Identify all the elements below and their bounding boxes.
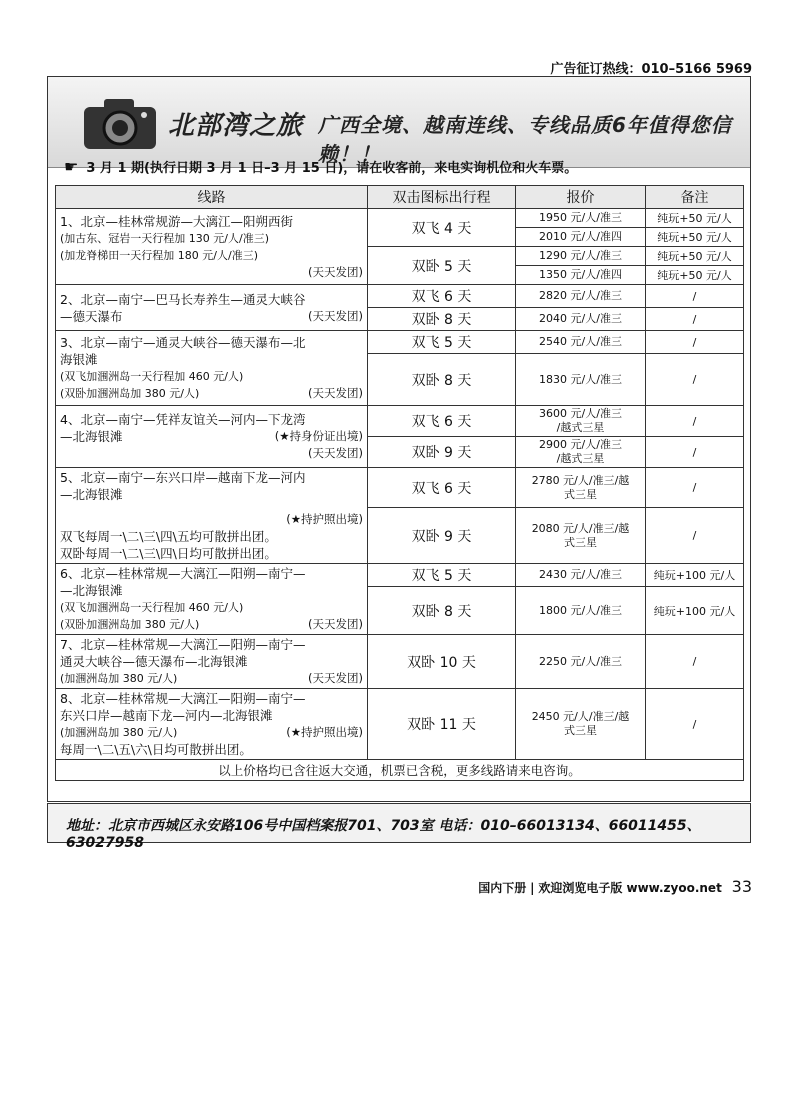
itinerary-link[interactable]: 双飞 5 天	[368, 564, 516, 587]
notice-text: 3 月 1 期(执行日期 3 月 1 日–3 月 15 日)，请在收客前，来电实询机位和火车票。	[86, 161, 578, 176]
price-line: 2780 元/人/准三/越	[531, 473, 630, 487]
price-line: 式三星	[564, 535, 597, 549]
itinerary-link[interactable]: 双卧 5 天	[368, 247, 516, 285]
route-title-line2: 东兴口岸—越南下龙—河内—北海银滩	[60, 708, 273, 723]
note-cell: 纯玩+50 元/人	[646, 247, 744, 266]
route-extra-text: (加涠洲岛加 380 元/人)	[60, 726, 178, 739]
table-row	[56, 209, 744, 228]
price-cell: 2430 元/人/准三	[516, 564, 646, 587]
itinerary-link[interactable]: 双飞 6 天	[368, 406, 516, 437]
price-line: 式三星	[564, 487, 597, 501]
price-line: /越式三星	[556, 421, 605, 434]
table-row	[56, 285, 744, 308]
note-cell: /	[646, 437, 744, 468]
note-cell: /	[646, 331, 744, 354]
note-cell: /	[646, 635, 744, 689]
route-extra-text: (双卧加涠洲岛加 380 元/人)	[60, 618, 200, 631]
price-cell: 1950 元/人/准三	[516, 209, 646, 228]
price-cell	[516, 437, 646, 468]
note-cell: 纯玩+100 元/人	[646, 564, 744, 587]
ad-frame	[47, 76, 751, 802]
price-line: 3600 元/人/准三	[539, 407, 622, 420]
hand-icon: ☛	[64, 157, 79, 176]
address-bar	[47, 803, 751, 851]
route-title-line2: —北海银滩	[60, 429, 123, 444]
price-cell: 1830 元/人/准三	[516, 354, 646, 406]
price-cell: 1290 元/人/准三	[516, 247, 646, 266]
note-cell: /	[646, 308, 744, 331]
cert-note: (★持身份证出境)	[274, 429, 363, 443]
schedule-note: 双卧每周一\二\三\四\日均可散拼出团。	[60, 546, 277, 561]
route-title: 1、北京—桂林常规游—大漓江—阳朔西街	[60, 213, 293, 229]
route-extra	[60, 385, 363, 402]
route-extra	[60, 616, 363, 633]
header-note: 备注	[646, 186, 744, 209]
depart-note: (天天发团)	[308, 671, 363, 685]
table-row	[56, 406, 744, 437]
header-route: 线路	[56, 186, 368, 209]
table-row	[56, 635, 744, 689]
itinerary-link[interactable]: 双卧 9 天	[368, 508, 516, 564]
note-cell: 纯玩+50 元/人	[646, 266, 744, 285]
table-row	[56, 564, 744, 587]
footer-separator: |	[530, 881, 535, 895]
note-cell: /	[646, 285, 744, 308]
itinerary-link[interactable]: 双卧 9 天	[368, 437, 516, 468]
page-number: 33	[731, 877, 752, 896]
route-extra-text: (加涠洲岛加 380 元/人)	[60, 672, 178, 685]
route-extra: (加古东、冠岩一天行程加 130 元/人/准三)	[60, 231, 269, 245]
route-title: 5、北京—南宁—东兴口岸—越南下龙—河内	[60, 470, 306, 485]
price-cell: 1800 元/人/准三	[516, 587, 646, 635]
note-cell: /	[646, 468, 744, 508]
price-cell: 2820 元/人/准三	[516, 285, 646, 308]
table-header-row	[56, 186, 744, 209]
route-title-line2: —北海银滩	[60, 583, 123, 598]
price-cell: 2010 元/人/准四	[516, 228, 646, 247]
route-cell	[56, 564, 368, 635]
itinerary-link[interactable]: 双卧 11 天	[368, 689, 516, 760]
price-cell: 2040 元/人/准三	[516, 308, 646, 331]
price-cell	[516, 406, 646, 437]
itinerary-link[interactable]: 双卧 10 天	[368, 635, 516, 689]
itinerary-link[interactable]: 双飞 4 天	[368, 209, 516, 247]
route-cell	[56, 285, 368, 331]
note-cell: 纯玩+50 元/人	[646, 209, 744, 228]
depart-note: (天天发团)	[308, 386, 363, 400]
itinerary-link[interactable]: 双飞 6 天	[368, 468, 516, 508]
route-title-line2: —北海银滩	[60, 487, 123, 502]
table-row	[56, 689, 744, 760]
price-line: 式三星	[564, 724, 597, 737]
table-footer-row	[56, 760, 744, 781]
price-line: /越式三星	[556, 452, 605, 465]
route-title: 7、北京—桂林常规—大漓江—阳朔—南宁—	[60, 637, 306, 652]
depart-note: (天天发团)	[308, 264, 363, 279]
itinerary-link[interactable]: 双卧 8 天	[368, 308, 516, 331]
route-title-cont	[60, 308, 363, 325]
route-title-line2: —德天瀑布	[60, 308, 123, 324]
route-title: 8、北京—桂林常规—大漓江—阳朔—南宁—	[60, 691, 306, 706]
header-price: 报价	[516, 186, 646, 209]
ad-hotline: 广告征订热线：010–5166 5969	[550, 62, 752, 77]
route-title-line2: 海银滩	[60, 352, 98, 367]
route-extra: (双飞加涠洲岛一天行程加 460 元/人)	[60, 601, 244, 614]
route-cell	[56, 331, 368, 406]
route-extra	[60, 724, 363, 741]
cert-note: (★持护照出境)	[286, 725, 363, 739]
note-cell: /	[646, 406, 744, 437]
price-cell	[516, 689, 646, 760]
schedule-note: 双飞每周一\二\三\四\五均可散拼出团。	[60, 529, 277, 544]
route-cell	[56, 635, 368, 689]
note-cell: /	[646, 689, 744, 760]
address-bar-text: 地址：北京市西城区永安路106号中国档案报701、703室 电话：010–66013134、66011455、63027958	[66, 818, 701, 851]
price-line: 2450 元/人/准三/越	[531, 710, 630, 723]
itinerary-link[interactable]: 双卧 8 天	[368, 587, 516, 635]
itinerary-link[interactable]: 双飞 5 天	[368, 331, 516, 354]
route-title: 3、北京—南宁—通灵大峡谷—德天瀑布—北	[60, 335, 306, 350]
route-extra: (加龙脊梯田一天行程加 180 元/人/准三)	[60, 248, 258, 262]
note-cell: 纯玩+50 元/人	[646, 228, 744, 247]
note-cell: /	[646, 354, 744, 406]
slogan: 广西全境、越南连线、专线品质6年值得您信赖！！	[318, 113, 732, 166]
routes-table	[55, 185, 744, 781]
price-cell: 2540 元/人/准三	[516, 331, 646, 354]
depart-note: (天天发团)	[308, 617, 363, 631]
price-line: 2080 元/人/准三/越	[531, 521, 630, 535]
note-cell: /	[646, 508, 744, 564]
route-cell	[56, 209, 368, 285]
price-cell: 1350 元/人/准四	[516, 266, 646, 285]
camera-icon	[80, 91, 160, 153]
route-extra: (双飞加涠洲岛一天行程加 460 元/人)	[60, 370, 244, 383]
price-cell	[516, 468, 646, 508]
header-itinerary: 双击图标出行程	[368, 186, 516, 209]
page-footer	[478, 877, 752, 896]
note-cell: 纯玩+100 元/人	[646, 587, 744, 635]
price-line: 2900 元/人/准三	[539, 438, 622, 451]
table-footer: 以上价格均已含往返大交通，机票已含税，更多线路请来电咨询。	[56, 760, 744, 781]
table-row	[56, 468, 744, 508]
route-cell	[56, 689, 368, 760]
itinerary-link[interactable]: 双卧 8 天	[368, 354, 516, 406]
route-cell	[56, 468, 368, 564]
route-title-cont	[60, 428, 363, 445]
depart-note: (天天发团)	[308, 308, 363, 323]
price-cell	[516, 508, 646, 564]
itinerary-link[interactable]: 双飞 6 天	[368, 285, 516, 308]
price-cell: 2250 元/人/准三	[516, 635, 646, 689]
route-title: 6、北京—桂林常规—大漓江—阳朔—南宁—	[60, 566, 306, 581]
notice	[64, 157, 577, 176]
route-title: 4、北京—南宁—凭祥友谊关—河内—下龙湾	[60, 412, 306, 427]
route-extra	[60, 670, 363, 687]
cert-note: (★持护照出境)	[286, 512, 363, 526]
route-extra-text: (双卧加涠洲岛加 380 元/人)	[60, 387, 200, 400]
banner	[48, 77, 750, 168]
route-title-line2: 通灵大峡谷—德天瀑布—北海银滩	[60, 654, 248, 669]
depart-note: (天天发团)	[308, 446, 363, 460]
brand-name: 北部湾之旅	[168, 111, 304, 141]
route-cell	[56, 406, 368, 468]
schedule-note: 每周一\二\五\六\日均可散拼出团。	[60, 742, 252, 757]
route-title: 2、北京—南宁—巴马长寿养生—通灵大峡谷	[60, 291, 306, 307]
table-row	[56, 331, 744, 354]
section-label: 国内下册	[478, 881, 527, 895]
website-link[interactable]: 欢迎浏览电子版 www.zyoo.net	[538, 881, 722, 895]
